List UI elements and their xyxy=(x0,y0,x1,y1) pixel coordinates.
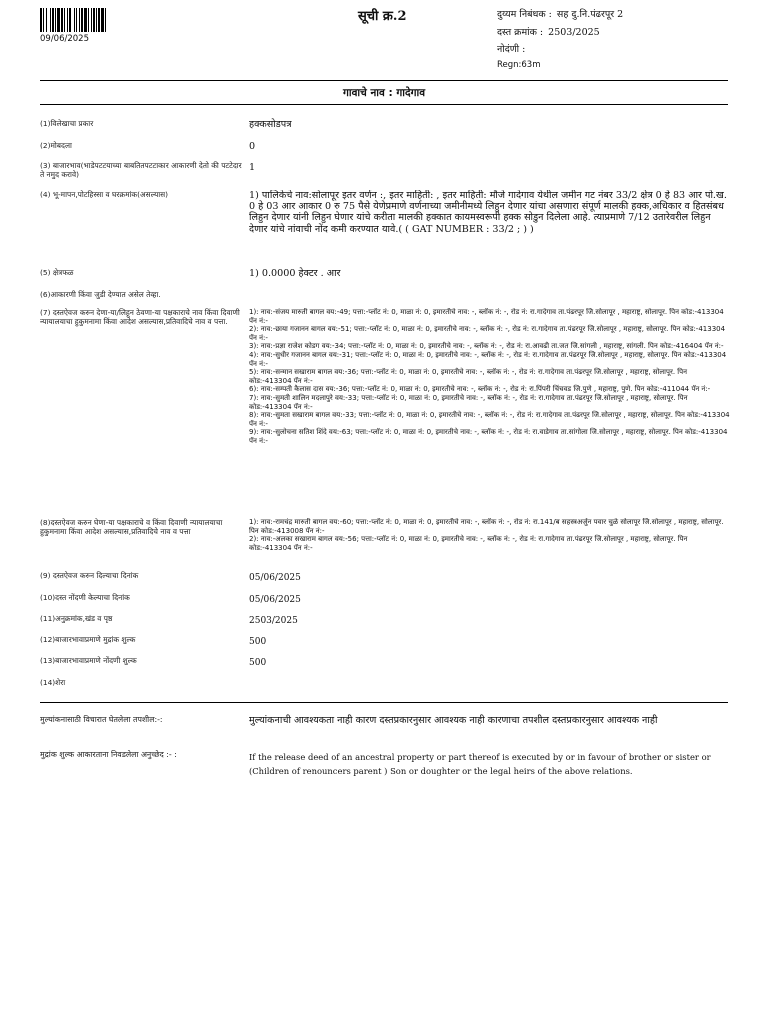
party-entry: 8): नाव:-सुमता सखाराम बागल वय:-33; पत्ता:-प्लॉट नं: 0, माळा नं: 0, इमारतीचे नाव: -, ब्लॉक नं: -, रोड नं: रा.गादेगाव ता.पंढरपूर जि.सोलापूर , महाराष्ट्र, सोलापूर. पिन कोड:-413304 पॅन नं:- xyxy=(249,411,730,428)
row-value: 1 xyxy=(249,162,256,173)
row-value: 500 xyxy=(249,658,267,668)
row-label: (4) भू-मापन,पोटहिस्सा व घरक्रमांक(असल्यास) xyxy=(40,190,169,199)
party-entry: 3): नाव:-प्रज्ञा राजेश कोडग वय:-34; पत्ता:-प्लॉट नं: 0, माळा नं: 0, इमारतीचे नाव: -, ब्लॉक नं: -, रोड नं: रा.आवढी ता.जत जि.सांगली , महाराष्ट्र, सांगली. पिन कोड:-416404 पॅन नं:- xyxy=(249,342,724,351)
party-entry: 6): नाव:-सम्पती कैलास दास वय:-36; पत्ता:-प्लॉट नं: 0, माळा नं: 0, इमारतीचे नाव: -, ब्लॉक नं: -, रोड नं: रा.पिंपरी चिंचवड जि.पुणे , महाराष्ट्र, पुणे. पिन कोड:-411044 पॅन नं:- xyxy=(249,385,711,394)
row-value: 2503/2025 xyxy=(249,616,298,626)
registrar-label: दुय्यम निबंधक : xyxy=(497,9,552,20)
row-label: (7) दस्तऐवज करुन देणा-या/लिहून ठेवणा-या पक्षकाराचे नाव किंवा दिवाणी न्यायालयाचा हुकुमनामा किंवा आदेश असल्यास,प्रतिवादिचे नाव व पत्ता. xyxy=(40,308,240,327)
print-date: 09/06/2025 xyxy=(40,34,89,44)
registrar-line xyxy=(497,7,623,20)
party-entry: 2): नाव:-अलका सखाराम बागल वय:-56; पत्ता:-प्लॉट नं: 0, माळा नं: 0, इमारतीचे नाव: -, ब्लॉक नं: -, रोड नं: रा.गादेगाव ता.पंढरपूर जि.सोलापूर , महाराष्ट्र, सोलापूर. पिन कोड:-413304 पॅन नं:- xyxy=(249,535,688,552)
row-label: (3) बाजारभाव(भाडेपटटयाच्या बाबतितपटटाकार आकारणी देतो की पटटेदार ते नमुद करावे) xyxy=(40,161,242,180)
stamp-article-label: मुद्रांक शुल्क आकारताना निवडलेला अनुच्छेद :- : xyxy=(40,750,177,759)
row-label: (11)अनुक्रमांक,खंड व पृष्ठ xyxy=(40,614,113,623)
registrar-value: सह दु.नि.पंढरपूर 2 xyxy=(556,9,624,20)
divider xyxy=(40,702,728,703)
party-entry: 1): नाव:-रामचंद्र मारुती बागल वय:-60; पत्ता:-प्लॉट नं: 0, माळा नं: 0, इमारतीचे नाव: -, ब्लॉक नं: -, रोड नं: रा.141/ब सहस्त्रअर्जुन पवार चुळे सोलापूर जि.सोलापूर , महाराष्ट्र, सोलापूर. पिन कोड:-413008 पॅन नं:- xyxy=(249,518,724,535)
row-label: (8)दस्तऐवज करुन घेणा-या पक्षकाराचे व किंवा दिवाणी न्यायालयाचा हुकुमनामा किंवा आदेश असल्यास,प्रतिवादिचे नाव व पत्ता xyxy=(40,518,223,537)
row-label: (6)आकारणी किंवा जुडी देण्यात असेल तेव्हा. xyxy=(40,290,161,299)
village-name: गावाचे नाव : गादेगाव xyxy=(342,87,426,99)
barcode-bar xyxy=(106,8,108,32)
claimant-list xyxy=(249,518,731,566)
row-value: हक्कसोडपत्र xyxy=(249,119,292,130)
row-value: 05/06/2025 xyxy=(249,573,301,583)
party-entry: 9): नाव:-सुलोचना सतिश शिंदे वय:-63; पत्ता:-प्लॉट नं: 0, माळा नं: 0, इमारतीचे नाव: -, ब्लॉक नं: -, रोड नं: रा.वाडेगाव ता.सांगोला जि.सोलापूर , महाराष्ट्र, सोलापूर. पिन कोड:-413304 पॅन नं:- xyxy=(249,428,728,445)
row-label: (2)मोबदला xyxy=(40,141,72,150)
row-value: 500 xyxy=(249,637,267,647)
divider xyxy=(40,80,728,81)
document-title: सूची क्र.2 xyxy=(358,9,407,24)
divider xyxy=(40,104,728,105)
doc-number-line xyxy=(497,25,600,38)
row-label: (9) दस्तऐवज करुन दिल्याचा दिनांक xyxy=(40,571,139,580)
party-entry: 5): नाव:-सन्मान सखाराम बागल वय:-36; पत्ता:-प्लॉट नं: 0, माळा नं: 0, इमारतीचे नाव: -, ब्लॉक नं: -, रोड नं: रा.गादेगाव ता.पंढरपूर जि.सोलापूर , महाराष्ट्र, सोलापूर. पिन कोड:-413304 पॅन नं:- xyxy=(249,368,687,385)
party-entry: 4): नाव:-सुधीर गजानन बागल वय:-31; पत्ता:-प्लॉट नं: 0, माळा नं: 0, इमारतीचे नाव: -, ब्लॉक नं: -, रोड नं: रा.गादेगाव ता.पंढरपूर जि.सोलापूर , महाराष्ट्र, सोलापूर. पिन कोड:-413304 पॅन नं:- xyxy=(249,350,727,368)
row-label: (14)शेरा xyxy=(40,678,66,687)
row-label: (10)दस्त नोंदणी केल्याचा दिनांक xyxy=(40,593,130,602)
registration-label: नोदंणी : xyxy=(497,44,526,55)
valuation-value: मुल्यांकनाची आवश्यकता नाही कारण दस्तप्रकारनुसार आवश्यक नाही कारणाचा तपशील दस्तप्रकारनुसार आवश्यक नाही xyxy=(249,715,658,726)
barcode xyxy=(40,8,158,32)
party-entry: 7): नाव:-सुमती शालिन मदलापुरे वय:-33; पत्ता:-प्लॉट नं: 0, माळा नं: 0, इमारतीचे नाव: -, ब्लॉक नं: -, रोड नं: रा.गादेगाव ता.पंढरपूर जि.सोलापूर , महाराष्ट्र, सोलापूर. पिन कोड:-413304 पॅन नं:- xyxy=(249,393,688,411)
executant-list xyxy=(249,308,731,514)
registration-line xyxy=(497,42,525,55)
doc-number-label: दस्त क्रमांक : xyxy=(497,27,544,38)
row-value: 1) 0.0000 हेक्टर . आर xyxy=(249,268,341,279)
row-value: 0 xyxy=(249,141,256,152)
row-value: 1) पालिकेचे नाव:सोलापूर इतर वर्णन :, इतर माहिती: , इतर माहिती: मौजे गादेगाव येथील जमीन गट नंबर 33/2 क्षेत्र 0 हे 83 आर पो.ख. 0 हे 03 आर आकार 0 रु 75 पैसे येणेप्रमाणे वर्णनाच्या जमीनीमध्ये लिहुन देणार यांचा असणारा संपूर्ण मालकी हक्क,अधिकार व हितसंबध लिहुन देणार यांनी लिहुन घेणार यांचे करीता मालकी हक्कात कायमस्वरूपी हक्क सोडुन दिलेला आहे. त्याप्रमाणे 7/12 उतारेवरील लिहुन देणार यांचे नांवाची नोंद कमी करण्यात यावे.( ( GAT NUMBER : 33/2 ; ) ) xyxy=(249,190,727,235)
row-label: (13)बाजारभावाप्रमाणे नोंदणी शुल्क xyxy=(40,656,137,665)
party-entry: 2): नाव:-छाया गजानन बागल वय:-51; पत्ता:-प्लॉट नं: 0, माळा नं: 0, इमारतीचे नाव: -, ब्लॉक नं: -, रोड नं: रा.गादेगाव ता.पंढरपूर जि.सोलापूर , महाराष्ट्र, सोलापूर. पिन कोड:-413304 पॅन नं:- xyxy=(249,325,726,342)
party-entry: 1): नाव:-संजय मारुती बागल वय:-49; पत्ता:-प्लॉट नं: 0, माळा नं: 0, इमारतीचे नाव: -, ब्लॉक नं: -, रोड नं: रा.गादेगाव ता.पंढरपूर जि.सोलापूर , महाराष्ट्र, सोलापूर. पिन कोड:-413304 पॅन नं:- xyxy=(249,308,724,325)
row-value: 05/06/2025 xyxy=(249,595,301,605)
row-label: (1)विलेखाचा प्रकार xyxy=(40,119,94,128)
row-label: (12)बाजारभावाप्रमाणे मुद्रांक शुल्क xyxy=(40,635,136,644)
stamp-article-value: If the release deed of an ancestral property or part thereof is executed by or in favour of brother or sister or (Children of renouncers parent ) Son or doughter or the legal heirs of the above relations. xyxy=(249,752,711,776)
doc-number-value: 2503/2025 xyxy=(548,27,600,38)
row-label: (5) क्षेत्रफळ xyxy=(40,268,74,277)
valuation-label: मुल्यांकनासाठी विचारात घेतलेला तपशील:-: xyxy=(40,715,163,724)
regn-code: Regn:63m xyxy=(497,60,541,70)
